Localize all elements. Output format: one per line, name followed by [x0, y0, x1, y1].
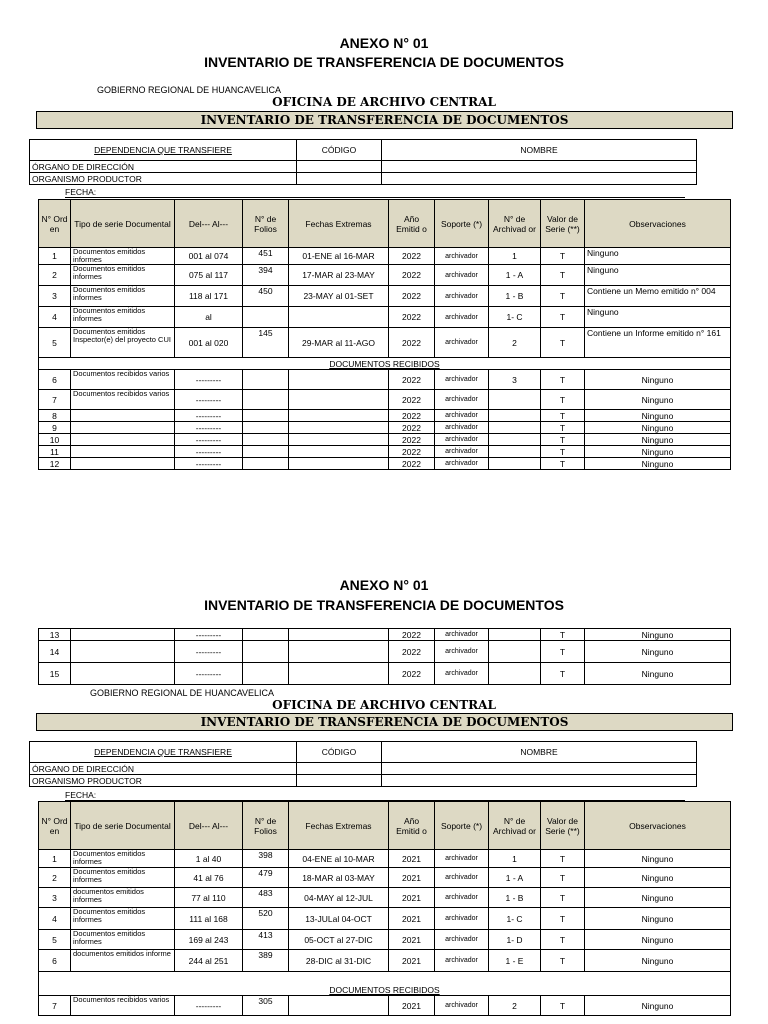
- row-anio: 2022: [389, 390, 435, 410]
- row-del: ---------: [175, 996, 243, 1016]
- row-folios: 479: [243, 868, 289, 888]
- row-del: ---------: [175, 410, 243, 422]
- row-observaciones: Ninguno: [585, 248, 731, 265]
- dependencia-table-2: [29, 741, 697, 787]
- row-number: 8: [39, 410, 71, 422]
- row-number: 3: [39, 286, 71, 307]
- row-tipo: [71, 663, 175, 685]
- row-folios: [243, 641, 289, 663]
- table-row: [39, 410, 731, 422]
- col-anio: Año Emitid o: [389, 802, 435, 850]
- row-tipo: [71, 458, 175, 470]
- row-fechas: 04-MAY al 12-JUL: [289, 888, 389, 908]
- row-valor: T: [541, 328, 585, 358]
- fecha-label-2: FECHA:: [65, 790, 97, 800]
- row-anio: 2022: [389, 446, 435, 458]
- col-del: Del--- Al---: [175, 802, 243, 850]
- oficina-label: OFICINA DE ARCHIVO CENTRAL: [272, 95, 496, 109]
- table-row: [39, 629, 731, 641]
- row-valor: T: [541, 868, 585, 888]
- col-folios: N° de Folios: [243, 200, 289, 248]
- row-archivador: [489, 390, 541, 410]
- row-archivador: 1 - B: [489, 286, 541, 307]
- row-number: 6: [39, 370, 71, 390]
- row-valor: T: [541, 307, 585, 328]
- col-tipo: Tipo de serie Documental: [71, 200, 175, 248]
- row-soporte: archivador: [435, 888, 489, 908]
- row-soporte: archivador: [435, 458, 489, 470]
- row-del: ---------: [175, 422, 243, 434]
- fecha-label: FECHA:: [65, 187, 97, 197]
- row-fechas: 17-MAR al 23-MAY: [289, 265, 389, 286]
- row-anio: 2022: [389, 328, 435, 358]
- row-fechas: 13-JULal 04-OCT: [289, 908, 389, 930]
- row-valor: T: [541, 286, 585, 307]
- row-observaciones: Contiene un Informe emitido n° 161: [585, 328, 731, 358]
- table-row: [39, 265, 731, 286]
- row-soporte: archivador: [435, 850, 489, 868]
- row-del: al: [175, 307, 243, 328]
- row-soporte: archivador: [435, 434, 489, 446]
- row-soporte: archivador: [435, 996, 489, 1016]
- col-archivador: N° de Archivad or: [489, 200, 541, 248]
- row-soporte: archivador: [435, 908, 489, 930]
- row-observaciones: Ninguno: [585, 850, 731, 868]
- table-row: [39, 996, 731, 1016]
- row-tipo: documentos emitidos informes: [71, 888, 175, 908]
- row-number: 7: [39, 390, 71, 410]
- row-archivador: [489, 663, 541, 685]
- row-observaciones: Ninguno: [585, 446, 731, 458]
- row-del: ---------: [175, 458, 243, 470]
- row-fechas: [289, 434, 389, 446]
- row-observaciones: Ninguno: [585, 265, 731, 286]
- table-row: [39, 641, 731, 663]
- row-soporte: archivador: [435, 286, 489, 307]
- row-tipo: Documentos emitidos informes: [71, 850, 175, 868]
- anexo-heading: ANEXO N° 01: [339, 35, 429, 51]
- row-archivador: 2: [489, 996, 541, 1016]
- anexo-heading-2: ANEXO N° 01: [339, 577, 429, 593]
- col-obs: Observaciones: [585, 200, 731, 248]
- row-fechas: [289, 410, 389, 422]
- table-row: [39, 370, 731, 390]
- row-del: ---------: [175, 641, 243, 663]
- col-archivador: N° de Archivad or: [489, 802, 541, 850]
- row-anio: 2022: [389, 434, 435, 446]
- row-observaciones: Ninguno: [585, 390, 731, 410]
- row-observaciones: Ninguno: [585, 930, 731, 950]
- row-soporte: archivador: [435, 307, 489, 328]
- row-fechas: 23-MAY al 01-SET: [289, 286, 389, 307]
- row-tipo: [71, 446, 175, 458]
- inventory-table-1: [38, 199, 731, 470]
- inventory-banner: INVENTARIO DE TRANSFERENCIA DE DOCUMENTOS: [36, 111, 733, 129]
- col-del: Del--- Al---: [175, 200, 243, 248]
- row-soporte: archivador: [435, 370, 489, 390]
- row-tipo: documentos emitidos informe: [71, 950, 175, 972]
- row-archivador: 1- C: [489, 908, 541, 930]
- row-valor: T: [541, 390, 585, 410]
- row-valor: T: [541, 850, 585, 868]
- row-soporte: archivador: [435, 663, 489, 685]
- row-tipo: [71, 422, 175, 434]
- row-soporte: archivador: [435, 930, 489, 950]
- row-del: ---------: [175, 446, 243, 458]
- codigo-header: CÓDIGO: [297, 140, 382, 161]
- row-anio: 2021: [389, 996, 435, 1016]
- table-row: [39, 458, 731, 470]
- row-observaciones: Ninguno: [585, 950, 731, 972]
- table-row: [39, 390, 731, 410]
- col-fechas: Fechas Extremas: [289, 200, 389, 248]
- dependencia-header: DEPENDENCIA QUE TRANSFIERE: [30, 140, 297, 161]
- row-number: 2: [39, 868, 71, 888]
- row-number: 2: [39, 265, 71, 286]
- row-del: 169 al 243: [175, 930, 243, 950]
- row-anio: 2021: [389, 930, 435, 950]
- col-valor: Valor de Serie (**): [541, 200, 585, 248]
- row-anio: 2021: [389, 908, 435, 930]
- row-tipo: Documentos emitidos informes: [71, 930, 175, 950]
- row-valor: T: [541, 950, 585, 972]
- row-del: 001 al 074: [175, 248, 243, 265]
- row-fechas: 04-ENE al 10-MAR: [289, 850, 389, 868]
- row-valor: T: [541, 422, 585, 434]
- row-observaciones: Ninguno: [585, 434, 731, 446]
- row-soporte: archivador: [435, 422, 489, 434]
- row-fechas: 29-MAR al 11-AGO: [289, 328, 389, 358]
- row-number: 15: [39, 663, 71, 685]
- dependencia-header: DEPENDENCIA QUE TRANSFIERE: [30, 742, 297, 763]
- gobierno-label-2: GOBIERNO REGIONAL DE HUANCAVELICA: [90, 688, 275, 698]
- row-fechas: [289, 663, 389, 685]
- row-tipo: Documentos emitidos informes: [71, 286, 175, 307]
- row-anio: 2022: [389, 248, 435, 265]
- row-tipo: Documentos emitidos Inspector(e) del proyecto CUI: [71, 328, 175, 358]
- col-soporte: Soporte (*): [435, 802, 489, 850]
- row-archivador: [489, 434, 541, 446]
- table-row: [39, 422, 731, 434]
- row-folios: 394: [243, 265, 289, 286]
- row-archivador: 2: [489, 328, 541, 358]
- row-folios: 305: [243, 996, 289, 1016]
- row-anio: 2022: [389, 410, 435, 422]
- oficina-label-2: OFICINA DE ARCHIVO CENTRAL: [272, 698, 496, 712]
- row-number: 12: [39, 458, 71, 470]
- table-row: [39, 663, 731, 685]
- section-recibidos: DOCUMENTOS RECIBIDOS: [39, 358, 731, 370]
- row-valor: T: [541, 434, 585, 446]
- row-del: ---------: [175, 663, 243, 685]
- row-observaciones: Ninguno: [585, 663, 731, 685]
- row-valor: T: [541, 248, 585, 265]
- row-valor: T: [541, 908, 585, 930]
- table-row: [39, 446, 731, 458]
- row-valor: T: [541, 888, 585, 908]
- row-soporte: archivador: [435, 410, 489, 422]
- row-archivador: [489, 629, 541, 641]
- row-number: 10: [39, 434, 71, 446]
- organismo-productor: ORGANISMO PRODUCTOR: [30, 775, 297, 787]
- row-valor: T: [541, 629, 585, 641]
- row-tipo: Documentos emitidos informes: [71, 868, 175, 888]
- document-title: INVENTARIO DE TRANSFERENCIA DE DOCUMENTOS: [204, 54, 564, 70]
- row-del: ---------: [175, 390, 243, 410]
- col-orden: N° Ord en: [39, 802, 71, 850]
- row-fechas: [289, 629, 389, 641]
- row-folios: 398: [243, 850, 289, 868]
- row-archivador: 1 - A: [489, 265, 541, 286]
- row-anio: 2021: [389, 888, 435, 908]
- row-anio: 2021: [389, 950, 435, 972]
- col-soporte: Soporte (*): [435, 200, 489, 248]
- col-orden: N° Ord en: [39, 200, 71, 248]
- table-row: [39, 950, 731, 972]
- row-folios: [243, 458, 289, 470]
- row-valor: T: [541, 410, 585, 422]
- row-archivador: 1- C: [489, 307, 541, 328]
- row-soporte: archivador: [435, 446, 489, 458]
- row-anio: 2022: [389, 458, 435, 470]
- row-valor: T: [541, 458, 585, 470]
- col-tipo: Tipo de serie Documental: [71, 802, 175, 850]
- row-observaciones: Ninguno: [585, 307, 731, 328]
- gobierno-label: GOBIERNO REGIONAL DE HUANCAVELICA: [97, 85, 282, 95]
- row-tipo: Documentos recibidos varios: [71, 390, 175, 410]
- row-number: 11: [39, 446, 71, 458]
- row-fechas: 28-DIC al 31-DIC: [289, 950, 389, 972]
- row-number: 14: [39, 641, 71, 663]
- row-anio: 2022: [389, 629, 435, 641]
- row-archivador: [489, 641, 541, 663]
- section-recibidos: DOCUMENTOS RECIBIDOS: [39, 972, 731, 996]
- row-del: 118 al 171: [175, 286, 243, 307]
- nombre-header: NOMBRE: [382, 140, 697, 161]
- row-folios: 145: [243, 328, 289, 358]
- row-anio: 2022: [389, 286, 435, 307]
- row-valor: T: [541, 446, 585, 458]
- row-folios: [243, 307, 289, 328]
- row-del: ---------: [175, 370, 243, 390]
- row-observaciones: Ninguno: [585, 422, 731, 434]
- row-archivador: 3: [489, 370, 541, 390]
- row-del: 001 al 020: [175, 328, 243, 358]
- row-valor: T: [541, 996, 585, 1016]
- row-number: 5: [39, 930, 71, 950]
- row-soporte: archivador: [435, 868, 489, 888]
- row-number: 4: [39, 307, 71, 328]
- row-folios: [243, 663, 289, 685]
- row-archivador: 1 - A: [489, 868, 541, 888]
- row-number: 9: [39, 422, 71, 434]
- row-del: 1 al 40: [175, 850, 243, 868]
- row-tipo: [71, 410, 175, 422]
- row-folios: [243, 629, 289, 641]
- row-folios: [243, 370, 289, 390]
- organismo-productor: ORGANISMO PRODUCTOR: [30, 173, 297, 185]
- organo-direccion: ÓRGANO DE DIRECCIÓN: [30, 161, 297, 173]
- codigo-header: CÓDIGO: [297, 742, 382, 763]
- row-fechas: [289, 307, 389, 328]
- inventory-table-2: [38, 801, 731, 1016]
- row-del: ---------: [175, 434, 243, 446]
- row-archivador: [489, 458, 541, 470]
- row-valor: T: [541, 663, 585, 685]
- row-tipo: Documentos emitidos informes: [71, 307, 175, 328]
- inventory-banner-2: INVENTARIO DE TRANSFERENCIA DE DOCUMENTOS: [36, 713, 733, 731]
- row-anio: 2022: [389, 641, 435, 663]
- row-tipo: [71, 434, 175, 446]
- row-archivador: [489, 446, 541, 458]
- row-del: 41 al 76: [175, 868, 243, 888]
- row-fechas: 01-ENE al 16-MAR: [289, 248, 389, 265]
- row-del: 244 al 251: [175, 950, 243, 972]
- row-fechas: [289, 422, 389, 434]
- col-valor: Valor de Serie (**): [541, 802, 585, 850]
- dependencia-table: [29, 139, 697, 185]
- row-tipo: [71, 629, 175, 641]
- row-folios: 483: [243, 888, 289, 908]
- table-row: [39, 908, 731, 930]
- row-valor: T: [541, 265, 585, 286]
- row-valor: T: [541, 641, 585, 663]
- row-number: 1: [39, 248, 71, 265]
- row-archivador: [489, 410, 541, 422]
- row-fechas: [289, 390, 389, 410]
- row-archivador: 1: [489, 248, 541, 265]
- row-fechas: [289, 641, 389, 663]
- fecha-line: [65, 197, 685, 198]
- col-folios: N° de Folios: [243, 802, 289, 850]
- row-folios: [243, 390, 289, 410]
- row-observaciones: Ninguno: [585, 629, 731, 641]
- row-folios: 413: [243, 930, 289, 950]
- row-anio: 2021: [389, 868, 435, 888]
- table-row: [39, 868, 731, 888]
- row-observaciones: Ninguno: [585, 996, 731, 1016]
- row-tipo: Documentos emitidos informes: [71, 248, 175, 265]
- row-folios: 450: [243, 286, 289, 307]
- row-fechas: [289, 458, 389, 470]
- row-tipo: Documentos recibidos varios: [71, 370, 175, 390]
- row-observaciones: Ninguno: [585, 868, 731, 888]
- table-row: [39, 307, 731, 328]
- row-number: 6: [39, 950, 71, 972]
- table-row: [39, 850, 731, 868]
- row-observaciones: Ninguno: [585, 370, 731, 390]
- row-archivador: 1: [489, 850, 541, 868]
- row-anio: 2022: [389, 422, 435, 434]
- row-soporte: archivador: [435, 248, 489, 265]
- row-number: 1: [39, 850, 71, 868]
- row-valor: T: [541, 370, 585, 390]
- row-folios: 451: [243, 248, 289, 265]
- row-folios: [243, 434, 289, 446]
- row-soporte: archivador: [435, 265, 489, 286]
- row-fechas: 05-OCT al 27-DIC: [289, 930, 389, 950]
- row-anio: 2022: [389, 265, 435, 286]
- row-observaciones: Contiene un Memo emitido n° 004: [585, 286, 731, 307]
- row-fechas: [289, 446, 389, 458]
- row-observaciones: Ninguno: [585, 458, 731, 470]
- row-archivador: 1 - B: [489, 888, 541, 908]
- row-valor: T: [541, 930, 585, 950]
- row-archivador: [489, 422, 541, 434]
- row-folios: [243, 410, 289, 422]
- table-row: [39, 888, 731, 908]
- row-folios: [243, 422, 289, 434]
- col-fechas: Fechas Extremas: [289, 802, 389, 850]
- row-soporte: archivador: [435, 629, 489, 641]
- table-row: [39, 248, 731, 265]
- document-title-2: INVENTARIO DE TRANSFERENCIA DE DOCUMENTOS: [204, 597, 564, 613]
- row-number: 7: [39, 996, 71, 1016]
- row-archivador: 1- D: [489, 930, 541, 950]
- table-row: [39, 286, 731, 307]
- nombre-header: NOMBRE: [382, 742, 697, 763]
- row-observaciones: Ninguno: [585, 641, 731, 663]
- row-tipo: Documentos recibidos varios: [71, 996, 175, 1016]
- row-number: 3: [39, 888, 71, 908]
- row-fechas: [289, 370, 389, 390]
- row-del: 075 al 117: [175, 265, 243, 286]
- inventory-table-continuation: [38, 628, 731, 685]
- row-tipo: Documentos emitidos informes: [71, 265, 175, 286]
- row-tipo: [71, 641, 175, 663]
- row-del: ---------: [175, 629, 243, 641]
- row-anio: 2022: [389, 307, 435, 328]
- row-tipo: Documentos emitidos informes: [71, 908, 175, 930]
- row-number: 4: [39, 908, 71, 930]
- row-fechas: [289, 996, 389, 1016]
- col-obs: Observaciones: [585, 802, 731, 850]
- row-fechas: 18-MAR al 03-MAY: [289, 868, 389, 888]
- organo-direccion: ÓRGANO DE DIRECCIÓN: [30, 763, 297, 775]
- row-observaciones: Ninguno: [585, 888, 731, 908]
- row-folios: [243, 446, 289, 458]
- col-anio: Año Emitid o: [389, 200, 435, 248]
- row-soporte: archivador: [435, 641, 489, 663]
- table-row: [39, 930, 731, 950]
- row-folios: 389: [243, 950, 289, 972]
- table-row: [39, 434, 731, 446]
- row-soporte: archivador: [435, 328, 489, 358]
- row-del: 77 al 110: [175, 888, 243, 908]
- row-observaciones: Ninguno: [585, 410, 731, 422]
- row-observaciones: Ninguno: [585, 908, 731, 930]
- row-archivador: 1 - E: [489, 950, 541, 972]
- row-anio: 2022: [389, 663, 435, 685]
- table-row: [39, 328, 731, 358]
- row-soporte: archivador: [435, 950, 489, 972]
- row-anio: 2022: [389, 370, 435, 390]
- row-del: 111 al 168: [175, 908, 243, 930]
- row-number: 13: [39, 629, 71, 641]
- row-soporte: archivador: [435, 390, 489, 410]
- row-number: 5: [39, 328, 71, 358]
- row-anio: 2021: [389, 850, 435, 868]
- row-folios: 520: [243, 908, 289, 930]
